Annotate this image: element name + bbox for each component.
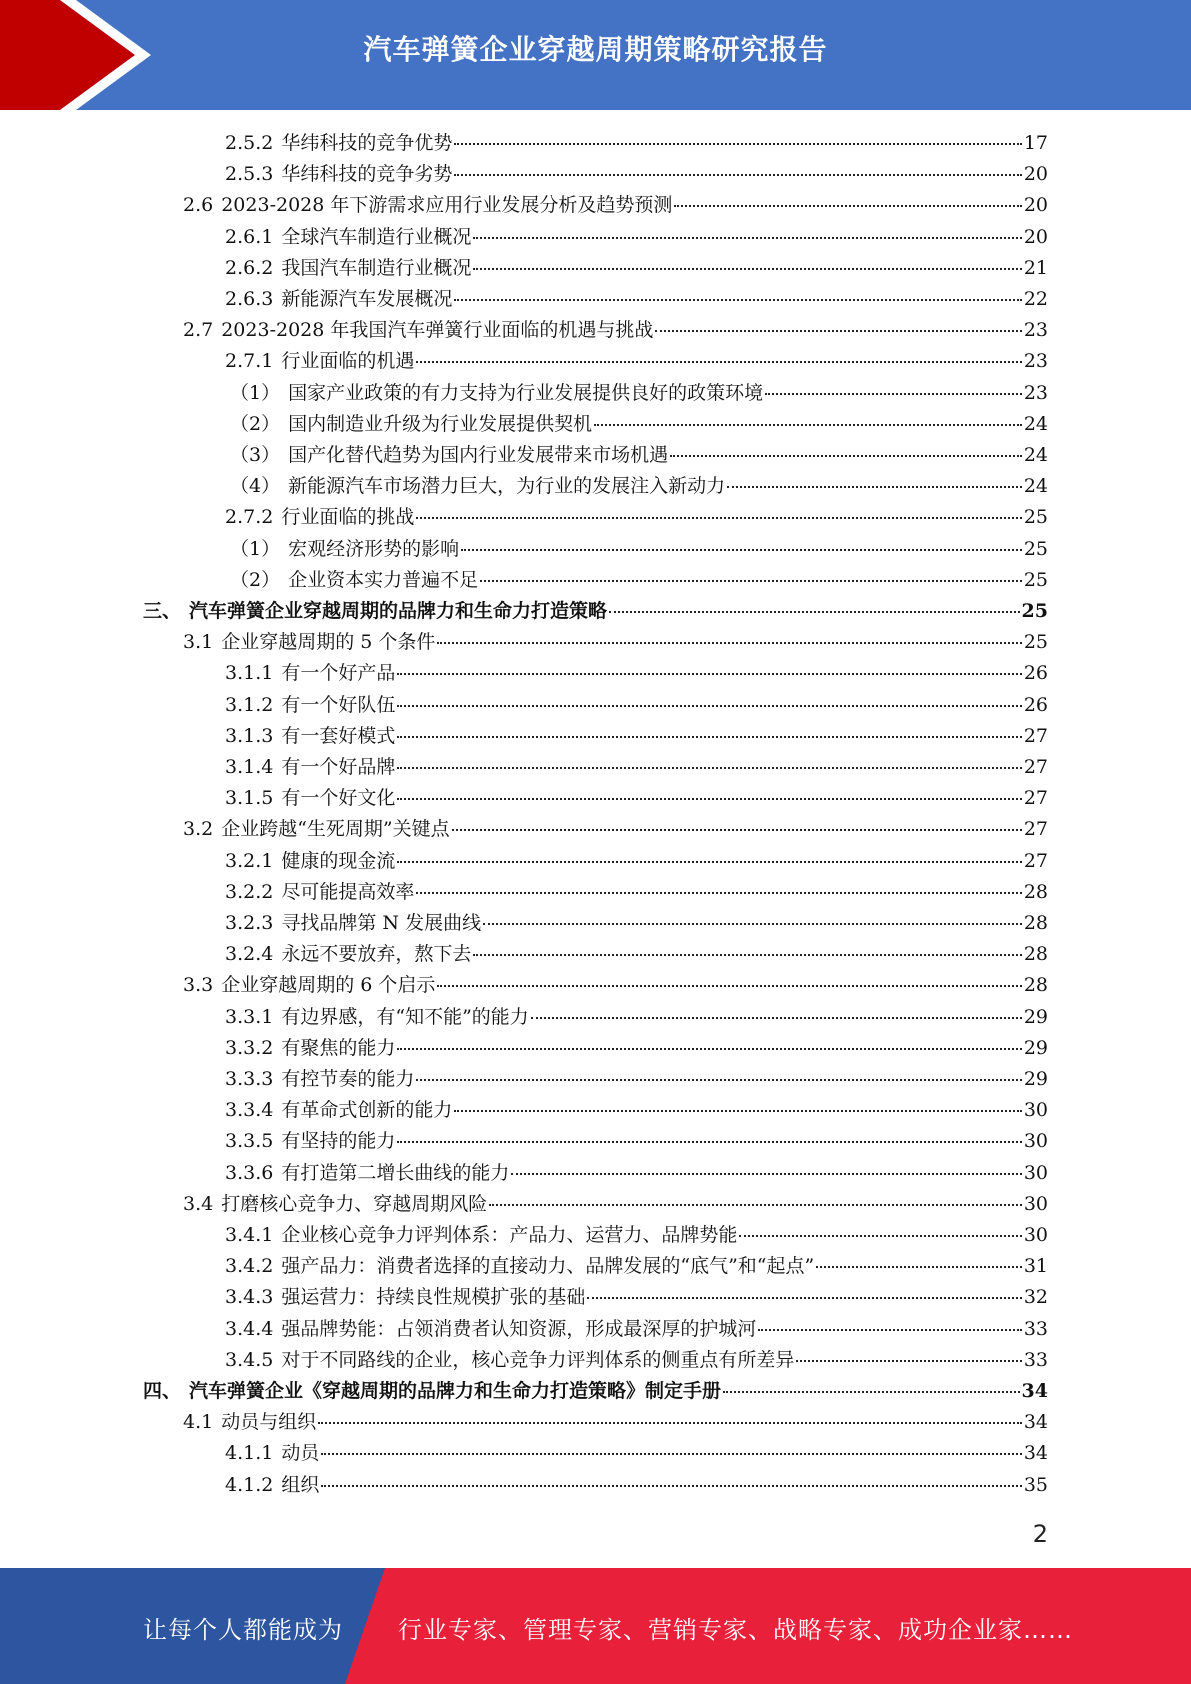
toc-entry-title: 企业资本实力普遍不足 [288,568,479,591]
toc-entry[interactable] [225,1438,1048,1469]
toc-entry-title: 我国汽车制造行业概况 [281,256,472,279]
toc-entry-number: 3.4.3 [225,1286,274,1309]
toc-dot-leader [727,485,1022,488]
toc-entry-title: 尽可能提高效率 [281,880,415,903]
toc-dot-leader [397,1047,1021,1050]
toc-entry-page: 24 [1023,412,1048,435]
toc-entry-number: （2） [230,568,281,591]
toc-entry[interactable] [143,1376,1048,1407]
toc-dot-leader [416,891,1021,894]
toc-entry-page: 27 [1023,756,1048,778]
toc-entry-page: 25 [1023,506,1048,529]
toc-dot-leader [723,1390,1020,1393]
toc-entry-page: 34 [1021,1380,1048,1402]
toc-dot-leader [511,1172,1021,1175]
toc-entry-title: 有一个好队伍 [281,693,396,716]
toc-entry[interactable] [230,534,1048,565]
toc-dot-leader [416,516,1021,519]
toc-entry-number: （1） [230,537,281,560]
toc-entry[interactable] [225,284,1048,315]
toc-entry[interactable] [225,1251,1048,1282]
toc-entry-page: 34 [1023,1411,1048,1434]
toc-entry[interactable] [230,409,1048,440]
toc-entry-page: 22 [1023,288,1048,310]
toc-dot-leader [480,579,1022,582]
toc-entry-page: 24 [1023,475,1048,498]
toc-entry[interactable] [225,1002,1048,1033]
toc-entry-number: 2.7.2 [225,506,274,529]
toc-entry-number: 3.1.1 [225,662,274,685]
toc-entry-number: 3.1.3 [225,724,274,747]
toc-entry-number: 3.1 [183,631,214,654]
toc-entry-number: 3.2.4 [225,943,274,966]
toc-dot-leader [437,984,1021,987]
toc-entry-page: 23 [1023,319,1048,342]
toc-entry-number: 3.2.2 [225,880,274,903]
toc-entry[interactable] [230,378,1048,409]
toc-dot-leader [416,360,1021,363]
toc-entry[interactable] [225,1126,1048,1157]
toc-dot-leader [587,1296,1021,1299]
toc-entry-title: 有坚持的能力 [281,1130,396,1153]
toc-entry-page: 20 [1023,194,1048,217]
toc-entry[interactable] [183,970,1048,1001]
toc-dot-leader [473,236,1021,239]
toc-dot-leader [397,797,1021,800]
toc-dot-leader [531,1016,1022,1019]
toc-entry-title: 企业核心竞争力评判体系：产品力、运营力、品牌势能 [281,1224,738,1246]
toc-entry[interactable] [225,721,1048,752]
toc-dot-leader [437,641,1021,644]
toc-entry[interactable] [225,253,1048,284]
toc-entry-page: 33 [1023,1348,1048,1371]
toc-dot-leader [674,204,1021,207]
toc-entry-number: 3.3.3 [225,1068,274,1090]
toc-entry-number: 3.2.1 [225,849,274,872]
toc-entry[interactable] [225,502,1048,533]
toc-entry[interactable] [225,846,1048,877]
toc-entry[interactable] [225,346,1048,377]
toc-entry-number: 3.4.1 [225,1224,274,1246]
toc-entry[interactable] [225,128,1048,159]
page-header [0,0,1191,110]
toc-entry[interactable] [183,627,1048,658]
toc-dot-leader [397,766,1021,769]
toc-entry-page: 20 [1023,225,1048,248]
toc-dot-leader [397,860,1021,863]
toc-entry-page: 30 [1023,1224,1048,1246]
toc-entry-number: 3.4.2 [225,1255,274,1278]
toc-dot-leader [758,1328,1021,1331]
toc-dot-leader [318,1421,1022,1424]
toc-entry-number: （4） [230,475,281,498]
toc-entry-number: 2.7.1 [225,350,274,373]
toc-entry-title: 有打造第二增长曲线的能力 [281,1161,510,1184]
toc-entry-number: 4.1.1 [225,1442,274,1465]
toc-entry-title: 行业面临的挑战 [281,506,415,529]
toc-entry[interactable] [183,1189,1048,1220]
toc-entry-title: 新能源汽车发展概况 [281,288,453,310]
toc-entry-title: 有边界感，有“知不能”的能力 [281,1005,529,1028]
toc-dot-leader [816,1265,1022,1268]
toc-entry-title: 强品牌势能：占领消费者认知资源，形成最深厚的护城河 [281,1317,757,1340]
toc-dot-leader [321,1452,1021,1455]
toc-entry[interactable] [183,1407,1048,1438]
toc-dot-leader [397,1140,1021,1143]
toc-entry-number: 3.1.5 [225,787,274,810]
toc-entry-title: 有一个好产品 [281,662,396,685]
toc-entry-title: 动员 [281,1442,320,1465]
page-number: 2 [1032,1520,1048,1548]
toc-entry-title: 国家产业政策的有力支持为行业发展提供良好的政策环境 [288,381,764,404]
toc-entry-title: 强运营力：持续良性规模扩张的基础 [281,1286,586,1309]
toc-entry-title: 新能源汽车市场潜力巨大，为行业的发展注入新动力 [288,475,726,498]
toc-entry[interactable] [225,1158,1048,1189]
toc-entry-number: （3） [230,444,281,466]
toc-entry-number: 3.1.2 [225,693,274,716]
toc-entry-title: 有一个好品牌 [281,756,396,778]
toc-dot-leader [454,298,1021,301]
toc-entry-title: 对于不同路线的企业，核心竞争力评判体系的侧重点有所差异 [281,1348,795,1371]
toc-entry-page: 30 [1023,1161,1048,1184]
toc-entry-page: 27 [1023,787,1048,810]
toc-entry-title: 汽车弹簧企业《穿越周期的品牌力和生命力打造策略》制定手册 [189,1380,722,1402]
toc-entry-title: 2023-2028 年我国汽车弹簧行业面临的机遇与挑战 [221,319,654,342]
toc-entry[interactable] [225,1033,1048,1064]
toc-entry-number: 3.4.5 [225,1348,274,1371]
toc-entry-page: 28 [1023,912,1048,934]
toc-dot-leader [321,1484,1021,1487]
toc-entry-page: 34 [1023,1442,1048,1465]
toc-entry-page: 30 [1023,1192,1048,1215]
toc-entry-number: 4.1.2 [225,1473,274,1496]
toc-entry-number: 2.7 [183,319,214,342]
toc-dot-leader [483,922,1022,925]
toc-dot-leader [454,1109,1021,1112]
toc-entry-page: 26 [1023,693,1048,716]
toc-entry-page: 20 [1023,163,1048,186]
toc-entry-number: 3.3.6 [225,1161,274,1184]
toc-dot-leader [397,704,1021,707]
toc-entry[interactable] [183,814,1048,845]
toc-entry-number: 2.5.3 [225,163,274,186]
toc-entry-number: 3.1.4 [225,756,274,778]
toc-entry[interactable] [225,939,1048,970]
toc-entry-page: 28 [1023,974,1048,997]
toc-entry-page: 32 [1023,1286,1048,1309]
toc-entry-number: 3.3.2 [225,1036,274,1059]
toc-dot-leader [765,392,1022,395]
toc-entry-title: 有革命式创新的能力 [281,1099,453,1122]
toc-dot-leader [461,548,1022,551]
toc-dot-leader [454,142,1021,145]
toc-entry-page: 26 [1023,662,1048,685]
toc-entry-title: 宏观经济形势的影响 [288,537,460,560]
toc-entry[interactable] [225,222,1048,253]
toc-entry[interactable] [183,315,1048,346]
footer-slogan: 让每个人都能成为 [143,1616,343,1644]
toc-entry[interactable] [225,1470,1048,1501]
toc-entry[interactable] [230,565,1048,596]
toc-dot-leader [397,672,1021,675]
toc-dot-leader [655,329,1021,332]
toc-entry[interactable] [225,1095,1048,1126]
toc-dot-leader [473,953,1021,956]
toc-entry-number: 3.3.1 [225,1005,274,1028]
toc-entry-title: 华纬科技的竞争优势 [281,132,453,154]
toc-entry-number: 3.3 [183,974,214,997]
toc-entry-number: 3.2 [183,818,214,841]
toc-entry-title: 动员与组织 [221,1411,317,1434]
toc-dot-leader [416,1078,1021,1081]
toc-entry-page: 25 [1023,631,1048,654]
toc-entry-number: 四、 [143,1380,182,1402]
toc-entry-title: 国内制造业升级为行业发展提供契机 [288,412,593,435]
toc-entry[interactable] [225,908,1048,939]
toc-entry-page: 23 [1023,381,1048,404]
toc-entry-page: 25 [1023,537,1048,560]
toc-entry-title: 2023-2028 年下游需求应用行业发展分析及趋势预测 [221,194,673,217]
toc-dot-leader [452,828,1022,831]
toc-entry[interactable] [225,877,1048,908]
toc-entry-title: 汽车弹簧企业穿越周期的品牌力和生命力打造策略 [189,600,608,622]
toc-entry-page: 25 [1021,600,1048,622]
toc-entry-page: 25 [1023,568,1048,591]
toc-entry-page: 27 [1023,818,1048,841]
toc-entry-page: 27 [1023,724,1048,747]
toc-entry-title: 企业跨越“生死周期”关键点 [221,818,450,841]
toc-entry-title: 有聚焦的能力 [281,1036,396,1059]
toc-entry-title: 组织 [281,1473,320,1496]
toc-entry-title: 企业穿越周期的 5 个条件 [221,631,436,654]
toc-entry-number: 3.2.3 [225,912,274,934]
toc-entry[interactable] [225,159,1048,190]
toc-entry-title: 全球汽车制造行业概况 [281,225,472,248]
toc-dot-leader [454,173,1021,176]
toc-entry-title: 有控节奏的能力 [281,1068,415,1090]
toc-entry-page: 31 [1023,1255,1048,1278]
toc-entry-page: 28 [1023,943,1048,966]
toc-entry-page: 29 [1023,1068,1048,1090]
toc-entry[interactable] [225,1314,1048,1345]
toc-dot-leader [609,610,1020,613]
toc-entry-number: 3.4.4 [225,1317,274,1340]
toc-entry-title: 永远不要放弃，熬下去 [281,943,472,966]
toc-entry-number: 2.5.2 [225,132,274,154]
toc-entry-number: 2.6.1 [225,225,274,248]
toc-dot-leader [796,1359,1021,1362]
toc-dot-leader [670,454,1022,457]
toc-entry[interactable] [225,1220,1048,1251]
toc-entry-page: 21 [1023,256,1048,279]
toc-entry-number: 2.6.3 [225,288,274,310]
toc-entry-page: 33 [1023,1317,1048,1340]
toc-entry-number: 4.1 [183,1411,214,1434]
toc-entry-page: 24 [1023,444,1048,466]
toc-entry-number: 三、 [143,600,182,622]
toc-entry-page: 27 [1023,849,1048,872]
toc-entry[interactable] [225,752,1048,783]
toc-dot-leader [397,735,1021,738]
toc-entry-number: 3.3.5 [225,1130,274,1153]
toc-entry-title: 企业穿越周期的 6 个启示 [221,974,436,997]
toc-entry[interactable] [225,1345,1048,1376]
toc-entry-page: 29 [1023,1005,1048,1028]
toc-entry[interactable] [225,658,1048,689]
toc-entry-page: 23 [1023,350,1048,373]
toc-entry[interactable] [143,596,1048,627]
toc-entry[interactable] [225,1282,1048,1313]
toc-entry-title: 寻找品牌第 N 发展曲线 [281,912,482,934]
toc-entry-number: 2.6 [183,194,214,217]
toc-entry-number: 2.6.2 [225,256,274,279]
toc-entry-page: 17 [1023,132,1048,154]
report-title: 汽车弹簧企业穿越周期策略研究报告 [363,33,828,66]
toc-dot-leader [473,267,1021,270]
toc-entry-title: 有一套好模式 [281,724,396,747]
toc-entry-title: 华纬科技的竞争劣势 [281,163,453,186]
toc-entry[interactable] [230,440,1048,471]
toc-entry-page: 30 [1023,1099,1048,1122]
toc-entry[interactable] [230,471,1048,502]
toc-dot-leader [489,1203,1022,1206]
footer-professions: 行业专家、管理专家、营销专家、战略专家、成功企业家…… [398,1616,1073,1644]
toc-entry-title: 打磨核心竞争力、穿越周期风险 [221,1192,488,1215]
toc-entry-page: 30 [1023,1130,1048,1153]
toc-entry-title: 国产化替代趋势为国内行业发展带来市场机遇 [288,444,669,466]
toc-entry-number: （2） [230,412,281,435]
toc-entry[interactable] [225,690,1048,721]
toc-entry-number: 3.3.4 [225,1099,274,1122]
toc-entry-title: 有一个好文化 [281,787,396,810]
toc-entry-title: 健康的现金流 [281,849,396,872]
toc-entry-title: 强产品力：消费者选择的直接动力、品牌发展的“底气”和“起点” [281,1255,815,1278]
toc-entry[interactable] [225,1064,1048,1095]
toc-entry-page: 28 [1023,880,1048,903]
toc-entry-number: 3.4 [183,1192,214,1215]
page-footer [0,1568,1191,1684]
toc-entry[interactable] [225,783,1048,814]
toc-entry-page: 29 [1023,1036,1048,1059]
toc-entry[interactable] [183,190,1048,221]
toc-entry-page: 35 [1023,1473,1048,1496]
toc-entry-number: （1） [230,381,281,404]
toc-entry-title: 行业面临的机遇 [281,350,415,373]
toc-dot-leader [739,1234,1021,1237]
toc-dot-leader [594,423,1022,426]
